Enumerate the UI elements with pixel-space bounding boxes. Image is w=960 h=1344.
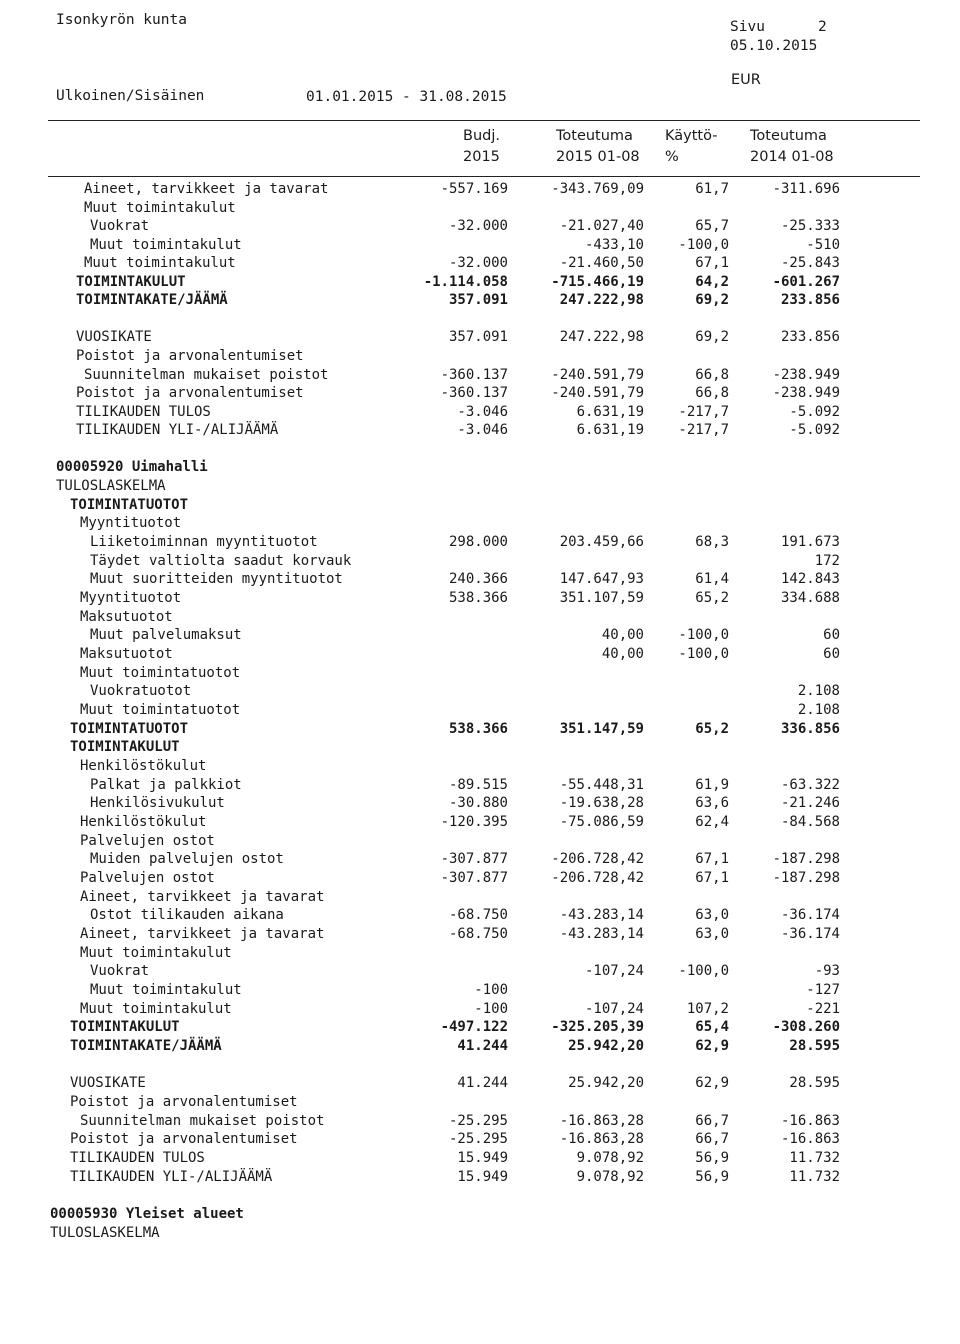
actual-2014-value: 336.856 (780, 721, 840, 737)
usage-percent-value: 67,1 (695, 851, 729, 867)
row-label: 00005930 Yleiset alueet (50, 1206, 244, 1222)
table-row (0, 552, 960, 570)
row-label: TOIMINTATUOTOT (70, 721, 189, 737)
col-prev-line1: Toteutuma (750, 128, 827, 144)
actual-2014-value: -63.322 (780, 777, 840, 793)
table-row (0, 291, 960, 309)
actual-2015-value: -240.591,79 (551, 367, 644, 383)
row-label: Muiden palvelujen ostot (90, 851, 284, 867)
actual-2014-value: -238.949 (772, 367, 840, 383)
actual-2014-value: -5.092 (789, 404, 840, 420)
table-row (0, 888, 960, 906)
actual-2015-value: -325.205,39 (551, 1019, 644, 1035)
actual-2015-value: 351.107,59 (559, 590, 644, 606)
usage-percent-value: 68,3 (695, 534, 729, 550)
row-label: Maksutuotot (80, 646, 173, 662)
usage-percent-value: 66,8 (695, 385, 729, 401)
actual-2014-value: 11.732 (789, 1169, 840, 1185)
actual-2015-value: -21.027,40 (559, 218, 644, 234)
row-label: Muut palvelumaksut (90, 627, 242, 643)
budget-2015-value: -557.169 (440, 181, 508, 197)
table-row (0, 682, 960, 700)
row-label: Henkilöstökulut (80, 814, 207, 830)
usage-percent-value: -217,7 (678, 422, 729, 438)
table-row (0, 962, 960, 980)
table-row (0, 701, 960, 719)
actual-2014-value: -36.174 (780, 907, 840, 923)
table-row (0, 236, 960, 254)
budget-2015-value: -307.877 (440, 870, 508, 886)
usage-percent-value: 65,7 (695, 218, 729, 234)
table-row (0, 1037, 960, 1055)
row-label: Vuokratuotot (90, 683, 192, 699)
col-actual-line2: 2015 01-08 (556, 149, 640, 165)
table-row (0, 477, 960, 495)
actual-2014-value: -25.333 (780, 218, 840, 234)
col-actual-line1: Toteutuma (556, 128, 633, 144)
page-label: Sivu (730, 19, 765, 35)
actual-2015-value: -715.466,19 (551, 274, 644, 290)
row-label: Muut toimintatuotot (80, 665, 241, 681)
budget-2015-value: 15.949 (457, 1169, 508, 1185)
actual-2014-value: 60 (823, 627, 840, 643)
report-date: 05.10.2015 (730, 38, 818, 54)
row-label: TOIMINTATUOTOT (70, 497, 189, 513)
row-label: Poistot ja arvonalentumiset (76, 348, 304, 364)
budget-2015-value: 357.091 (448, 292, 508, 308)
actual-2015-value: -206.728,42 (551, 870, 644, 886)
actual-2015-value: 6.631,19 (576, 404, 644, 420)
row-label: VUOSIKATE (70, 1075, 146, 1091)
row-label: TILIKAUDEN YLI-/ALIJÄÄMÄ (70, 1169, 273, 1185)
budget-2015-value: 41.244 (457, 1038, 508, 1054)
table-row (0, 850, 960, 868)
budget-2015-value: 240.366 (448, 571, 508, 587)
usage-percent-value: 63,6 (695, 795, 729, 811)
actual-2015-value: -206.728,42 (551, 851, 644, 867)
actual-2014-value: -21.246 (780, 795, 840, 811)
table-row (0, 738, 960, 756)
actual-2015-value: -75.086,59 (559, 814, 644, 830)
budget-2015-value: 538.366 (448, 590, 508, 606)
budget-2015-value: -1.114.058 (423, 274, 508, 290)
row-label: Poistot ja arvonalentumiset (70, 1094, 298, 1110)
usage-percent-value: 69,2 (695, 292, 729, 308)
row-label: Vuokrat (90, 218, 150, 234)
actual-2015-value: -43.283,14 (559, 907, 644, 923)
row-label: TOIMINTAKULUT (70, 1019, 180, 1035)
usage-percent-value: 62,9 (695, 1075, 729, 1091)
actual-2014-value: 233.856 (780, 292, 840, 308)
actual-2015-value: -19.638,28 (559, 795, 644, 811)
table-row (0, 1130, 960, 1148)
budget-2015-value: -89.515 (448, 777, 508, 793)
actual-2015-value: -107,24 (584, 963, 644, 979)
row-label: VUOSIKATE (76, 329, 152, 345)
table-row (0, 199, 960, 217)
actual-2014-value: 28.595 (789, 1038, 840, 1054)
table-row (0, 254, 960, 272)
table-row (0, 1112, 960, 1130)
actual-2015-value: 203.459,66 (559, 534, 644, 550)
page-number: 2 (818, 19, 827, 35)
table-row (0, 776, 960, 794)
table-row (0, 813, 960, 831)
table-row (0, 217, 960, 235)
usage-percent-value: -100,0 (678, 237, 729, 253)
actual-2015-value: -433,10 (584, 237, 644, 253)
table-row (0, 533, 960, 551)
row-label: Muut suoritteiden myyntituotot (90, 571, 343, 587)
row-label: Maksutuotot (80, 609, 173, 625)
usage-percent-value: 62,4 (695, 814, 729, 830)
row-label: Aineet, tarvikkeet ja tavarat (80, 926, 325, 942)
report-scope: Ulkoinen/Sisäinen (56, 88, 205, 104)
col-usage-line2: % (665, 149, 679, 165)
row-label: TULOSLASKELMA (50, 1225, 160, 1241)
table-row (0, 347, 960, 365)
table-row (0, 1168, 960, 1186)
budget-2015-value: -307.877 (440, 851, 508, 867)
row-label: Muut toimintakulut (90, 982, 242, 998)
report-period: 01.01.2015 - 31.08.2015 (306, 89, 507, 105)
row-label: TOIMINTAKATE/JÄÄMÄ (70, 1038, 222, 1054)
row-label: Palvelujen ostot (80, 870, 215, 886)
actual-2015-value: 25.942,20 (568, 1038, 644, 1054)
budget-2015-value: 15.949 (457, 1150, 508, 1166)
actual-2015-value: 9.078,92 (576, 1150, 644, 1166)
actual-2015-value: 247.222,98 (559, 292, 644, 308)
actual-2014-value: 233.856 (780, 329, 840, 345)
usage-percent-value: 64,2 (695, 274, 729, 290)
municipality-name: Isonkyrön kunta (56, 12, 187, 28)
usage-percent-value: 63,0 (695, 907, 729, 923)
actual-2014-value: -93 (814, 963, 840, 979)
budget-2015-value: -100 (474, 1001, 508, 1017)
actual-2015-value: 9.078,92 (576, 1169, 644, 1185)
actual-2014-value: 11.732 (789, 1150, 840, 1166)
table-row (0, 832, 960, 850)
table-row (0, 720, 960, 738)
table-row (0, 869, 960, 887)
row-label: Poistot ja arvonalentumiset (76, 385, 304, 401)
row-label: Ostot tilikauden aikana (90, 907, 284, 923)
actual-2015-value: 6.631,19 (576, 422, 644, 438)
budget-2015-value: -25.295 (448, 1113, 508, 1129)
actual-2014-value: -16.863 (780, 1131, 840, 1147)
table-row (0, 1018, 960, 1036)
usage-percent-value: 56,9 (695, 1169, 729, 1185)
actual-2014-value: 334.688 (780, 590, 840, 606)
usage-percent-value: -100,0 (678, 627, 729, 643)
table-row (0, 1224, 960, 1242)
budget-2015-value: -30.880 (448, 795, 508, 811)
actual-2014-value: -16.863 (780, 1113, 840, 1129)
actual-2015-value: -55.448,31 (559, 777, 644, 793)
actual-2014-value: 60 (823, 646, 840, 662)
actual-2015-value: 247.222,98 (559, 329, 644, 345)
row-label: Täydet valtiolta saadut korvauk (90, 553, 352, 569)
table-row (0, 757, 960, 775)
usage-percent-value: 65,4 (695, 1019, 729, 1035)
table-row (0, 570, 960, 588)
actual-2014-value: 2.108 (797, 702, 840, 718)
usage-percent-value: -217,7 (678, 404, 729, 420)
budget-2015-value: -497.122 (440, 1019, 508, 1035)
budget-2015-value: -3.046 (457, 404, 508, 420)
table-row (0, 608, 960, 626)
usage-percent-value: 61,4 (695, 571, 729, 587)
table-row (0, 794, 960, 812)
actual-2015-value: 25.942,20 (568, 1075, 644, 1091)
col-budget-line1: Budj. (463, 128, 500, 144)
usage-percent-value: 56,9 (695, 1150, 729, 1166)
table-row (0, 944, 960, 962)
row-label: Aineet, tarvikkeet ja tavarat (84, 181, 329, 197)
actual-2014-value: -238.949 (772, 385, 840, 401)
table-row (0, 496, 960, 514)
col-budget-line2: 2015 (463, 149, 500, 165)
budget-2015-value: -32.000 (448, 218, 508, 234)
row-label: Suunnitelman mukaiset poistot (80, 1113, 325, 1129)
row-label: Muut toimintakulut (80, 945, 232, 961)
section-heading (0, 1205, 960, 1223)
row-label: TOIMINTAKULUT (70, 739, 180, 755)
row-label: Myyntituotot (80, 515, 182, 531)
actual-2014-value: -25.843 (780, 255, 840, 271)
row-label: Myyntituotot (80, 590, 182, 606)
budget-2015-value: 298.000 (448, 534, 508, 550)
actual-2014-value: -187.298 (772, 870, 840, 886)
actual-2014-value: 191.673 (780, 534, 840, 550)
usage-percent-value: 65,2 (695, 721, 729, 737)
row-label: Liiketoiminnan myyntituotot (90, 534, 318, 550)
row-label: TOIMINTAKULUT (76, 274, 186, 290)
row-label: TULOSLASKELMA (56, 478, 166, 494)
usage-percent-value: -100,0 (678, 646, 729, 662)
table-row (0, 180, 960, 198)
section-heading (0, 458, 960, 476)
budget-2015-value: -3.046 (457, 422, 508, 438)
usage-percent-value: 67,1 (695, 255, 729, 271)
budget-2015-value: 538.366 (448, 721, 508, 737)
actual-2015-value: -343.769,09 (551, 181, 644, 197)
actual-2015-value: 40,00 (601, 646, 644, 662)
usage-percent-value: 67,1 (695, 870, 729, 886)
table-row (0, 1149, 960, 1167)
actual-2014-value: 142.843 (780, 571, 840, 587)
row-label: Muut toimintakulut (84, 200, 236, 216)
usage-percent-value: 66,7 (695, 1131, 729, 1147)
table-row (0, 1093, 960, 1111)
actual-2015-value: 40,00 (601, 627, 644, 643)
table-row (0, 626, 960, 644)
budget-2015-value: 357.091 (448, 329, 508, 345)
actual-2015-value: -16.863,28 (559, 1131, 644, 1147)
actual-2014-value: -5.092 (789, 422, 840, 438)
budget-2015-value: -32.000 (448, 255, 508, 271)
table-row (0, 645, 960, 663)
row-label: Poistot ja arvonalentumiset (70, 1131, 298, 1147)
usage-percent-value: 63,0 (695, 926, 729, 942)
actual-2015-value: -43.283,14 (559, 926, 644, 942)
usage-percent-value: 69,2 (695, 329, 729, 345)
actual-2014-value: -308.260 (772, 1019, 840, 1035)
budget-2015-value: -68.750 (448, 907, 508, 923)
usage-percent-value: 61,7 (695, 181, 729, 197)
actual-2015-value: -107,24 (584, 1001, 644, 1017)
row-label: Aineet, tarvikkeet ja tavarat (80, 889, 325, 905)
row-label: Henkilöstökulut (80, 758, 207, 774)
actual-2014-value: -187.298 (772, 851, 840, 867)
actual-2015-value: 147.647,93 (559, 571, 644, 587)
table-row (0, 403, 960, 421)
table-row (0, 906, 960, 924)
budget-2015-value: -360.137 (440, 367, 508, 383)
actual-2014-value: 28.595 (789, 1075, 840, 1091)
row-label: Henkilösivukulut (90, 795, 225, 811)
table-row (0, 273, 960, 291)
actual-2014-value: -510 (806, 237, 840, 253)
usage-percent-value: 66,7 (695, 1113, 729, 1129)
usage-percent-value: 107,2 (686, 1001, 729, 1017)
currency-label: EUR (731, 72, 761, 88)
row-label: Muut toimintatuotot (80, 702, 241, 718)
table-row (0, 589, 960, 607)
row-label: 00005920 Uimahalli (56, 459, 208, 475)
actual-2014-value: -311.696 (772, 181, 840, 197)
budget-2015-value: -68.750 (448, 926, 508, 942)
table-row (0, 925, 960, 943)
budget-2015-value: -25.295 (448, 1131, 508, 1147)
actual-2015-value: -240.591,79 (551, 385, 644, 401)
table-row (0, 514, 960, 532)
actual-2014-value: -84.568 (780, 814, 840, 830)
usage-percent-value: 62,9 (695, 1038, 729, 1054)
usage-percent-value: 66,8 (695, 367, 729, 383)
actual-2014-value: 2.108 (797, 683, 840, 699)
row-label: Vuokrat (90, 963, 150, 979)
row-label: Muut toimintakulut (90, 237, 242, 253)
usage-percent-value: 61,9 (695, 777, 729, 793)
table-row (0, 981, 960, 999)
row-label: Muut toimintakulut (84, 255, 236, 271)
actual-2014-value: -127 (806, 982, 840, 998)
actual-2015-value: -16.863,28 (559, 1113, 644, 1129)
row-label: Palkat ja palkkiot (90, 777, 242, 793)
row-label: Suunnitelman mukaiset poistot (84, 367, 329, 383)
usage-percent-value: 65,2 (695, 590, 729, 606)
table-row (0, 1074, 960, 1092)
row-label: TOIMINTAKATE/JÄÄMÄ (76, 292, 228, 308)
row-label: Muut toimintakulut (80, 1001, 232, 1017)
table-row (0, 1000, 960, 1018)
budget-2015-value: 41.244 (457, 1075, 508, 1091)
actual-2015-value: -21.460,50 (559, 255, 644, 271)
table-row (0, 384, 960, 402)
actual-2014-value: -36.174 (780, 926, 840, 942)
table-row (0, 366, 960, 384)
row-label: TILIKAUDEN TULOS (70, 1150, 205, 1166)
actual-2014-value: -601.267 (772, 274, 840, 290)
actual-2014-value: -221 (806, 1001, 840, 1017)
row-label: Palvelujen ostot (80, 833, 215, 849)
table-row (0, 664, 960, 682)
row-label: TILIKAUDEN YLI-/ALIJÄÄMÄ (76, 422, 279, 438)
table-row (0, 421, 960, 439)
budget-2015-value: -360.137 (440, 385, 508, 401)
actual-2014-value: 172 (814, 553, 840, 569)
budget-2015-value: -120.395 (440, 814, 508, 830)
actual-2015-value: 351.147,59 (559, 721, 644, 737)
table-row (0, 328, 960, 346)
col-prev-line2: 2014 01-08 (750, 149, 834, 165)
usage-percent-value: -100,0 (678, 963, 729, 979)
row-label: TILIKAUDEN TULOS (76, 404, 211, 420)
col-usage-line1: Käyttö- (665, 128, 718, 144)
budget-2015-value: -100 (474, 982, 508, 998)
